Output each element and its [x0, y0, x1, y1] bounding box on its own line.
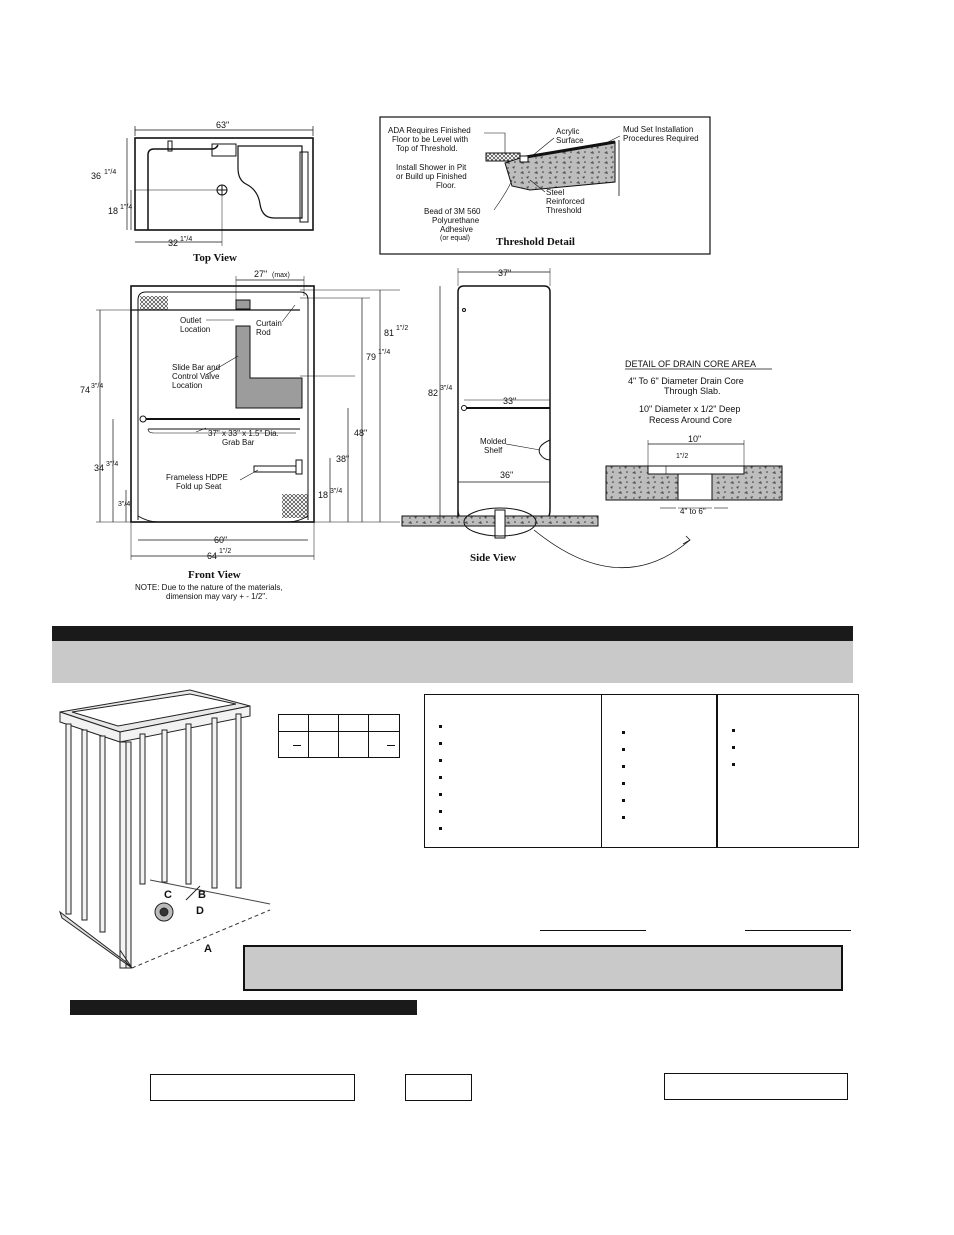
section-header-bar: [52, 626, 853, 641]
drain-10-dim: 10": [688, 434, 702, 444]
shelf-label-2: Shelf: [484, 446, 503, 455]
order-field-3[interactable]: [664, 1073, 848, 1100]
front-27-suffix: (max): [272, 272, 290, 279]
front-34-frac: 3"/4: [106, 461, 119, 468]
ada-note-1: ADA Requires Finished: [388, 126, 471, 135]
front-79-dim: 79: [366, 352, 377, 362]
notice-box: [243, 945, 843, 991]
front-view-title: Front View: [188, 569, 241, 581]
side-36-dim: 36": [500, 470, 514, 480]
table-col-divider-1: [308, 715, 309, 757]
front-81-frac: 1"/2: [396, 325, 409, 332]
seat-label-1: Frameless HDPE: [166, 473, 228, 482]
side-33-dim: 33": [503, 396, 517, 406]
front-74-frac: 3"/4: [91, 383, 104, 390]
slide-bar-label-1: Slide Bar and: [172, 363, 221, 372]
slide-bar-label-3: Location: [172, 381, 203, 390]
acrylic-label-2: Surface: [556, 136, 584, 145]
framing-label-b: B: [198, 889, 206, 901]
side-view-drawing: [402, 268, 690, 568]
slide-bar-label-2: Control Valve: [172, 372, 220, 381]
side-82-dim: 82: [428, 388, 439, 398]
bead-note-2: Polyurethane: [432, 216, 480, 225]
install-note-2: or Build up Finished: [396, 172, 467, 181]
signature-line-1[interactable]: [540, 930, 646, 931]
shelf-label-1: Molded: [480, 437, 507, 446]
ada-note-3: Top of Threshold.: [396, 144, 458, 153]
mud-set-label-1: Mud Set Installation: [623, 125, 694, 134]
front-48-dim: 48": [354, 428, 368, 438]
install-note-3: Floor.: [436, 181, 457, 190]
top-drain-y-dim: 18: [108, 206, 119, 216]
framing-label-d: D: [196, 905, 204, 917]
table-dash-1: [293, 745, 301, 746]
front-34-dim: 34: [94, 463, 105, 473]
top-width-dim: 63": [216, 120, 230, 130]
table-col-divider-2: [338, 715, 339, 757]
front-81-dim: 81: [384, 328, 395, 338]
front-74-dim: 74: [80, 385, 91, 395]
table-header-row: [279, 715, 399, 732]
outlet-label-1: Outlet: [180, 316, 202, 325]
steel-label-3: Threshold: [546, 206, 582, 215]
side-37-dim: 37": [498, 268, 512, 278]
steel-label-2: Reinforced: [546, 197, 585, 206]
steel-label-1: Steel: [546, 188, 565, 197]
threshold-detail-title: Threshold Detail: [496, 236, 575, 248]
order-field-2[interactable]: [405, 1074, 472, 1101]
top-depth-dim: 36: [91, 171, 102, 181]
outlet-label-2: Location: [180, 325, 211, 334]
drain-detail-title: DETAIL OF DRAIN CORE AREA: [625, 359, 757, 369]
front-note-1: NOTE: Due to the nature of the materials,: [135, 583, 283, 592]
signature-line-2[interactable]: [745, 930, 851, 931]
drain-line-2: Through Slab.: [664, 386, 721, 396]
bead-note-4: (or equal): [440, 235, 470, 242]
acrylic-label-1: Acrylic: [556, 127, 580, 136]
spec-box-2: [601, 694, 717, 848]
side-view-title: Side View: [470, 552, 517, 564]
grab-bar-label-2: Grab Bar: [222, 438, 255, 447]
grab-bar-label-1: 37" x 33" x 1.5" Dia.: [208, 429, 279, 438]
front-64-dim: 64: [207, 551, 218, 561]
dimension-table: [278, 714, 400, 758]
top-drain-x-dim: 32: [168, 238, 179, 248]
ada-note-2: Floor to be Level with: [392, 135, 469, 144]
section-subheader-bar: [52, 641, 853, 683]
side-82-frac: 3"/4: [440, 385, 453, 392]
drain-half-dim: 1"/2: [676, 453, 689, 460]
front-18-dim: 18: [318, 490, 329, 500]
drain-line-4: Recess Around Core: [649, 415, 733, 425]
order-field-1[interactable]: [150, 1074, 355, 1101]
drain-4to6-dim: 4" to 6": [680, 507, 706, 516]
top-view-title: Top View: [193, 252, 237, 264]
spec-box-1: [424, 694, 602, 848]
install-note-1: Install Shower in Pit: [396, 163, 467, 172]
top-view-drawing: [127, 126, 313, 246]
bead-note-1: Bead of 3M 560: [424, 207, 481, 216]
front-60-dim: 60": [214, 535, 228, 545]
top-drain-x-frac: 1"/4: [180, 236, 193, 243]
seat-label-2: Fold up Seat: [176, 482, 222, 491]
framing-label-c: C: [164, 889, 172, 901]
front-3-4-dim: 3"/4: [118, 501, 131, 508]
curtain-label-1: Curtain: [256, 319, 282, 328]
table-dash-2: [387, 745, 395, 746]
front-79-frac: 1"/4: [378, 349, 391, 356]
front-64-frac: 1"/2: [219, 548, 232, 555]
front-27-dim: 27": [254, 269, 268, 279]
spec-box-3: [717, 694, 859, 848]
drain-line-3: 10" Diameter x 1/2" Deep: [639, 404, 741, 414]
framing-diagram: [60, 690, 270, 968]
curtain-label-2: Rod: [256, 328, 271, 337]
top-drain-y-frac: 1"/4: [120, 204, 133, 211]
table-col-divider-3: [368, 715, 369, 757]
drain-section: [606, 440, 782, 508]
front-note-2: dimension may vary + - 1/2".: [166, 592, 268, 601]
framing-label-a: A: [204, 943, 212, 955]
order-section-bar: [70, 1000, 417, 1015]
front-view-drawing: [96, 276, 400, 560]
top-depth-frac: 1"/4: [104, 169, 117, 176]
mud-set-label-2: Procedures Required: [623, 134, 699, 143]
bead-note-3: Adhesive: [440, 225, 473, 234]
front-38-dim: 38": [336, 454, 350, 464]
drain-line-1: 4" To 6" Diameter Drain Core: [628, 376, 744, 386]
front-18-frac: 3"/4: [330, 488, 343, 495]
